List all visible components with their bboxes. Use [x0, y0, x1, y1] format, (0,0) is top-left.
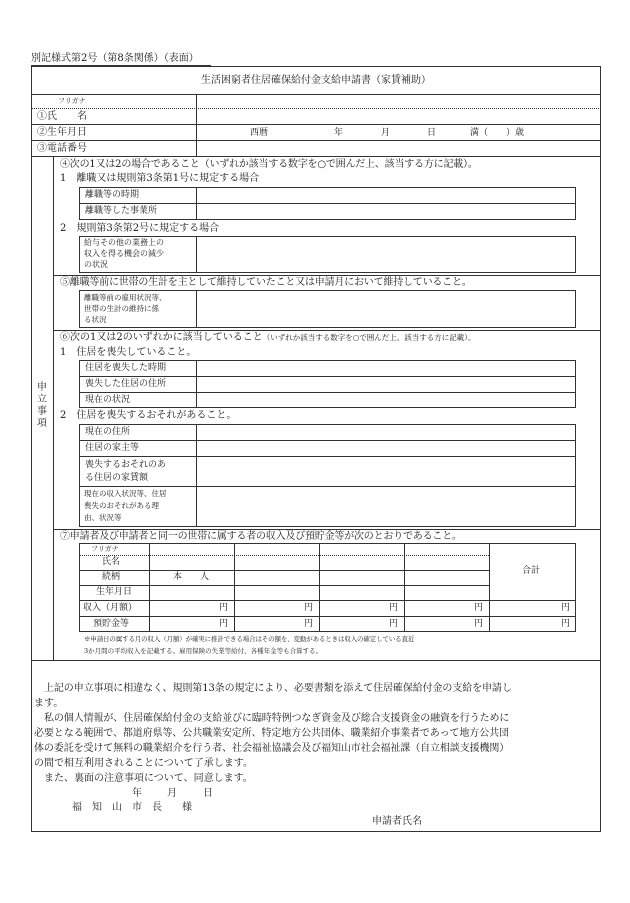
yen-unit: 円 [304, 619, 314, 629]
income-status-label: 現在の収入状況等、住居 喪失のおそれがある理 由、状況等 [84, 489, 167, 522]
addressee: 福 知 山 市 長 様 [72, 802, 192, 813]
livelihood-label: 離職等前の雇用状況等、 世帯の生計の維持に係 る状況 [84, 293, 167, 324]
yen-unit: 円 [561, 603, 571, 613]
leave-date-label: 離職等の時期 [85, 190, 140, 200]
sec4-heading: ④次の1又は2の場合であること（いずれか該当する数字を○で囲んだ上、該当する方に記載）。 [60, 159, 478, 170]
date-month-unit: 月 [167, 788, 177, 799]
decl-p2-line4: の間で相互利用されることについて了承します。 [34, 758, 253, 769]
sec4-item2: 2 規則第3条第2号に規定する場合 [60, 223, 220, 234]
applicant-divider [196, 94, 197, 156]
age-text: 満（ ）歳 [470, 128, 525, 138]
form-title: 生活困窮者住居確保給付金支給申請書（家賃補助） [201, 75, 431, 86]
hh-furigana-label: フリガナ [91, 545, 119, 553]
current-address-label: 現在の住所 [85, 427, 131, 437]
hh-name-label: 氏名 [102, 557, 121, 567]
sec6-item1: 1 住居を喪失していること。 [60, 347, 197, 358]
phone-label: ③電話番号 [37, 143, 87, 154]
furigana-label: フリガナ [58, 97, 86, 105]
hh-income-label: 収入（月額） [83, 603, 138, 613]
yen-unit: 円 [219, 619, 229, 629]
yen-unit: 円 [304, 603, 314, 613]
lost-date-label: 住居を喪失した時期 [85, 363, 167, 373]
birthdate-label: ②生年月日 [37, 127, 87, 138]
day-unit: 日 [427, 128, 437, 138]
yen-unit: 円 [474, 619, 484, 629]
form-number: 別記様式第2号（第8条関係）（表面） [31, 53, 199, 64]
sec7-heading: ⑦申請者及び申請者と同一の世帯に属する者の収入及び預貯金等が次のとおりであること。 [60, 531, 462, 542]
yen-unit: 円 [561, 619, 571, 629]
yen-unit: 円 [219, 603, 229, 613]
hh-birth-label: 生年月日 [96, 587, 133, 597]
yen-unit: 円 [389, 603, 399, 613]
decl-p2-line3: 体の委託を受けて無料の職業紹介を行う者、社会福祉協議会及び福知山市社会福祉課（自立相談支援機関） [34, 743, 510, 754]
household-table [79, 543, 576, 632]
sec6-item2: 2 住居を喪失するおそれがあること。 [60, 410, 237, 421]
decl-p1-line2: ます。 [34, 698, 64, 709]
income-note-line1: ※申請日の属する月の収入（月額）が確実に推計できる場合はその額を、変動があるときは収入の確定している直近 [84, 635, 415, 643]
yen-unit: 円 [389, 619, 399, 629]
income-decrease-label: 給与その他の業務上の 収入を得る機会の減少 の状況 [84, 238, 164, 269]
sec6-heading: ⑥次の1又は2のいずれかに該当していること（いずれか該当する数字を○で囲んだ上、該当する方に記載）。 [60, 332, 476, 343]
sec5-heading: ⑤離職等前に世帯の生計を主として維持していたこと又は申請月において維持していること。 [60, 277, 472, 288]
sec4-item1: 1 離職又は規則第3条第1号に規定する場合 [60, 173, 260, 184]
signature-label: 申請者氏名 [372, 816, 422, 827]
era-label: 西暦 [250, 128, 269, 138]
decl-p2-line1: 私の個人情報が、住居確保給付金の支給並びに臨時特例つなぎ資金及び総合支援資金の融資を行うために [44, 713, 510, 724]
hh-savings-label: 預貯金等 [93, 619, 130, 629]
total-label: 合計 [522, 566, 541, 576]
current-status-label: 現在の状況 [85, 395, 131, 405]
year-unit: 年 [334, 128, 344, 138]
yen-unit: 円 [474, 603, 484, 613]
side-label: 申 立 事 項 [37, 382, 47, 429]
rent-label: 喪失するおそれのあ る住居の家賃額 [85, 460, 167, 483]
lost-address-label: 喪失した住居の住所 [85, 379, 167, 389]
decl-p3: また、裏面の注意事項について、同意します。 [44, 773, 253, 784]
hh-self-label: 本 人 [173, 572, 210, 582]
date-year-unit: 年 [132, 788, 142, 799]
month-unit: 月 [381, 128, 391, 138]
decl-p1-line1: 上記の申立事項に相違なく、規則第13条の規定により、必要書類を添えて住居確保給付金の支給を申請し [44, 683, 512, 694]
name-label: ①氏 名 [37, 111, 87, 122]
hh-relation-label: 続柄 [102, 572, 121, 582]
decl-p2-line2: 必要となる範囲で、都道府県等、公共職業安定所、特定地方公共団体、職業紹介事業者であって地方公共団 [34, 728, 509, 739]
date-day-unit: 日 [203, 788, 213, 799]
income-note-line2: 3か月間の平均収入を記載する。雇用保険の失業等給付、各種年金等も合算する。 [84, 647, 323, 655]
landlord-label: 住居の家主等 [85, 443, 140, 453]
leave-office-label: 離職等した事業所 [85, 206, 158, 216]
